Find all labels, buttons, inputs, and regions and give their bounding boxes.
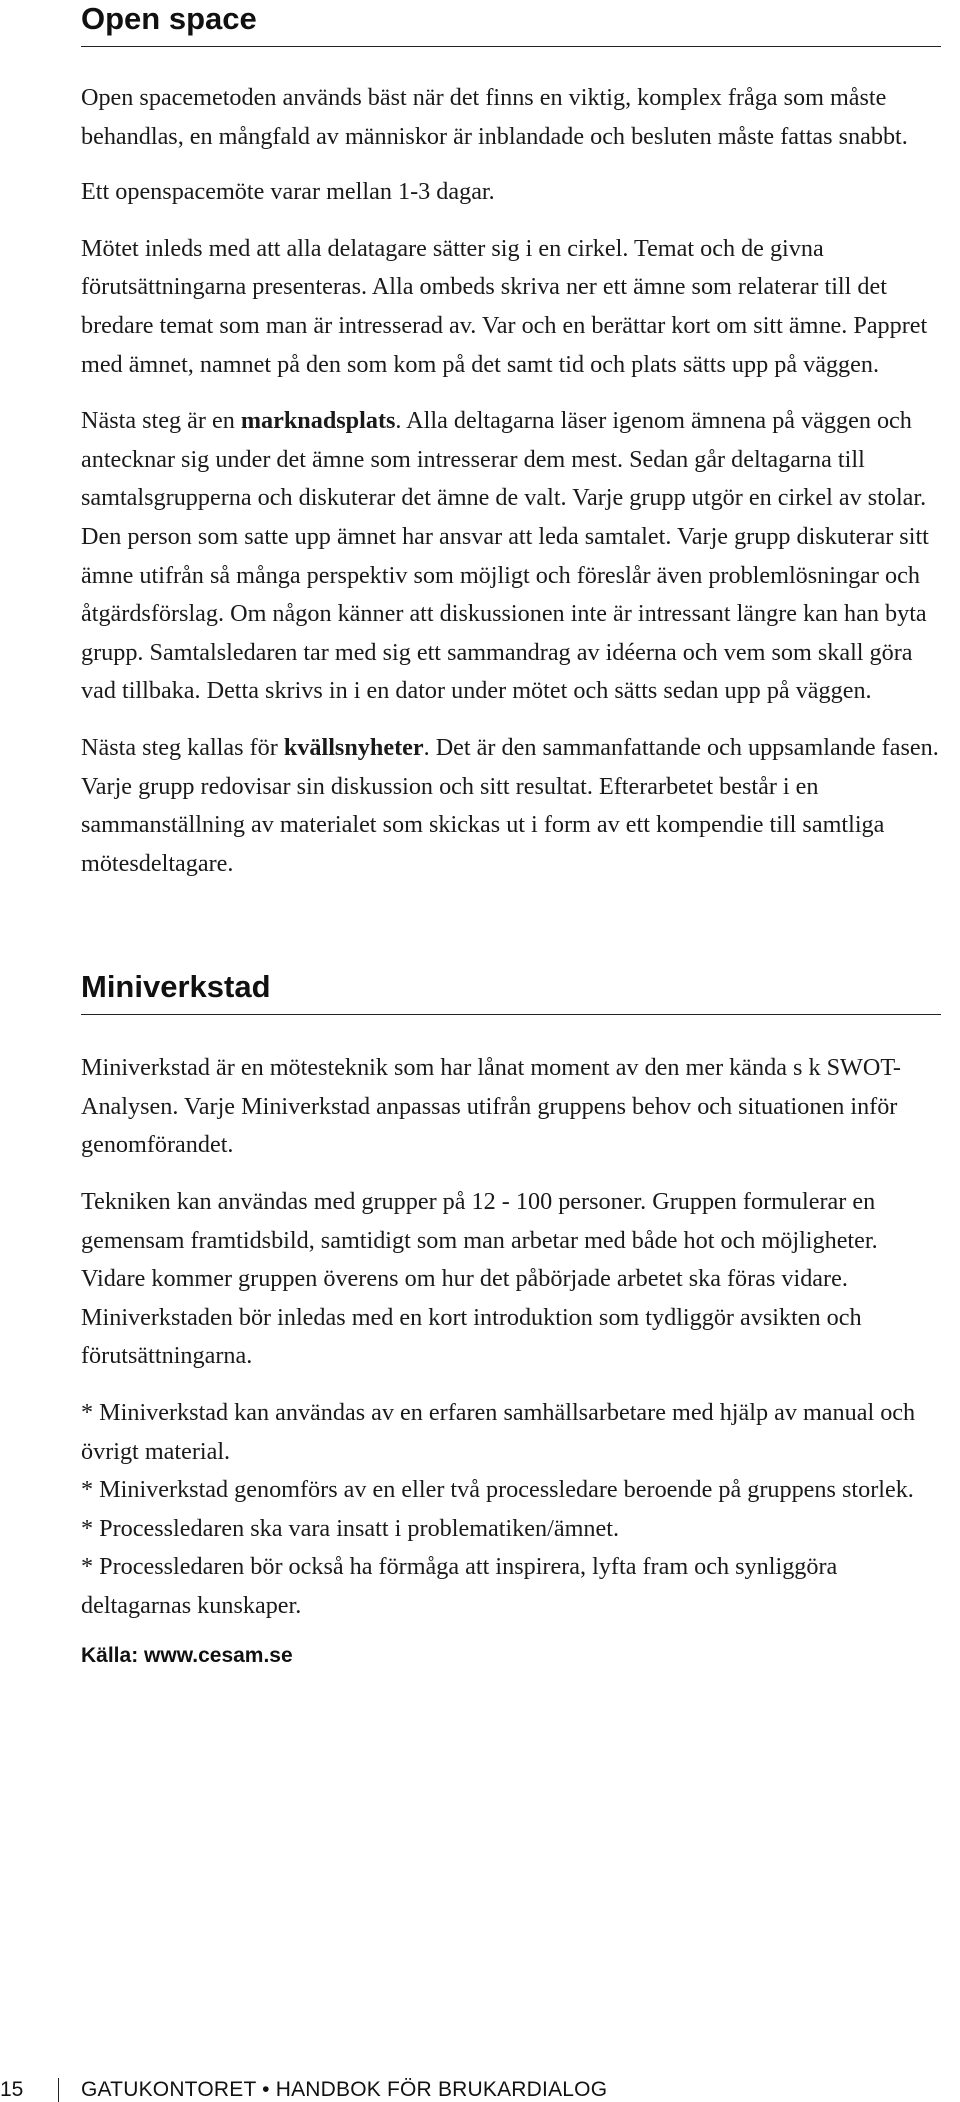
- source-citation: Källa: www.cesam.se: [81, 1643, 293, 1667]
- list-item: * Processledaren ska vara insatt i problematiken/ämnet.: [81, 1514, 619, 1542]
- term-marknadsplats: marknadsplats: [240, 407, 396, 435]
- page-number: 15: [0, 2078, 24, 2101]
- open-space-start-paragraph: Mötet inleds med att alla delatagare sätter sig i en cirkel. Temat och de givna förutsättningarna presenteras. Alla ombeds skriva ner ett ämne som relaterar till det bredare temat som man är intresserad av. Var och en berättar kort om sitt ämne. Pappret med ämnet, namnet på den som kom på det samt tid och plats sätts upp på väggen.: [81, 234, 928, 378]
- open-space-intro-paragraph: Open spacemetoden används bäst när det finns en viktig, komplex fråga som måste behandlas, en mångfald av människor är inblandade och besluten måste fattas snabbt.: [81, 84, 908, 150]
- miniverkstad-notes-list: [81, 1394, 941, 1626]
- page-footer: [0, 2078, 960, 2102]
- section-title-miniverkstad: Miniverkstad: [81, 969, 941, 1015]
- miniverkstad-technique-paragraph: Tekniken kan användas med grupper på 12 - 100 personer. Gruppen formulerar en gemensam framtidsbild, samtidigt som man arbetar med både hot och möjligheter. Vidare kommer gruppen överens om hur det påbörjade arbetet ska föras vidare. Miniverkstaden bör inledas med en kort introduktion som tydliggör avsikten och förutsättningarna.: [81, 1188, 878, 1370]
- section-title-open-space: Open space: [81, 0, 941, 47]
- open-space-marketplace-paragraph: Nästa steg är en marknadsplats. Alla deltagarna läser igenom ämnena på väggen och antecknar sig under det ämne som intresserar dem mest. Sedan går deltagarna till samtalsgrupperna och diskuterar det ämne de valt. Varje grupp utgör en cirkel av stolar. Den person som satte upp ämnet har ansvar att leda samtalet. Varje grupp diskuterar sitt ämne utifrån så många perspektiv som möjligt och föreslår även problemlösningar och åtgärdsförslag. Om någon känner att diskussionen inte är intressant längre kan han byta grupp. Samtalsledaren tar med sig ett sammandrag av idéerna och vem som skall göra vad tillbaka. Detta skrivs in i en dator under mötet och sätts sedan upp på väggen.: [81, 407, 929, 705]
- list-item: * Miniverkstad kan användas av en erfaren samhällsarbetare med hjälp av manual och övrigt material.: [81, 1399, 916, 1465]
- footer-divider: [58, 2078, 59, 2102]
- term-kvallsnyheter: kvällsnyheter: [283, 733, 424, 761]
- open-space-evening-news-paragraph: Nästa steg kallas för kvällsnyheter. Det är den sammanfattande och uppsamlande fasen. Varje grupp redovisar sin diskussion och sitt resultat. Efterarbetet består i en sammanställning av materialet som skickas ut i form av ett kompendie till samtliga mötesdeltagare.: [81, 733, 939, 877]
- page-content: [81, 0, 941, 1668]
- list-item: * Miniverkstad genomförs av en eller två processledare beroende på gruppens storlek.: [81, 1476, 914, 1504]
- miniverkstad-intro-paragraph: Miniverkstad är en mötesteknik som har lånat moment av den mer kända s k SWOT-Analysen. Varje Miniverkstad anpassas utifrån gruppens behov och situationen inför genomförandet.: [81, 1054, 901, 1159]
- list-item: * Processledaren bör också ha förmåga att inspirera, lyfta fram och synliggöra deltagarnas kunskaper.: [81, 1553, 838, 1619]
- open-space-duration-paragraph: Ett openspacemöte varar mellan 1-3 dagar.: [81, 178, 495, 206]
- running-title: GATUKONTORET • HANDBOK FÖR BRUKARDIALOG: [81, 2078, 608, 2101]
